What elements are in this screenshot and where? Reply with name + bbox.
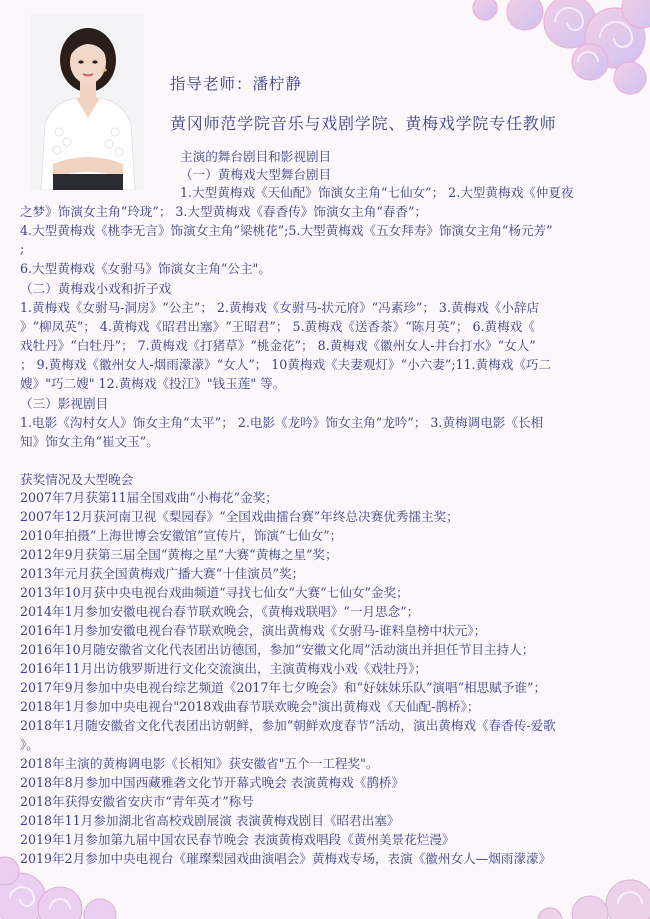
section3-line: 知》饰女主角“崔文玉”。 (20, 434, 159, 449)
award-line: 2018年获得安徽省安庆市“青年英才”称号 (20, 794, 254, 809)
award-line: 2012年9月获第三届全国“黄梅之星”大赛“黄梅之星”奖； (20, 547, 338, 562)
teacher-portrait (31, 14, 144, 190)
award-line: 2019年1月参加第九届中国农民春节晚会 表演黄梅戏唱段《黄州美景花烂漫》 (20, 832, 455, 847)
section2-heading: （二）黄梅戏小戏和折子戏 (20, 281, 172, 296)
cloud-decoration-top-right (270, 0, 650, 95)
portrait-illustration (31, 14, 144, 190)
award-line: 2013年10月获中央电视台戏曲频道“寻找七仙女”大赛“七仙女”金奖； (20, 585, 409, 600)
teacher-name: 指导老师：潘柠静 (170, 75, 303, 93)
section2-line: 戏牡丹》“白牡丹”； 7.黄梅戏《打猪草》“桃金花”； 8.黄梅戏《徽州女人-井台打水》“女人” (20, 338, 536, 353)
section1-line: ; (20, 241, 25, 256)
teacher-title: 黄冈师范学院音乐与戏剧学院、黄梅戏学院专任教师 (170, 114, 557, 133)
section2-line: ； 9.黄梅戏《徽州女人-烟雨濛濛》“女人”； 10黄梅戏《夫妻观灯》“小六妻”;11.黄梅戏《巧二 (20, 357, 552, 372)
award-line: 2019年2月参加中央电视台《璀璨梨园戏曲演唱会》黄梅戏专场，表演《徽州女人—烟雨濛濛》 (20, 851, 552, 866)
section3-line: 1.电影《沟村女人》饰女主角“太平”； 2.电影《龙吟》饰女主角“龙吟”； 3.黄梅调电影《长相 (20, 415, 544, 430)
section1-line: 6.大型黄梅戏《女驸马》饰演女主角“公主"。 (20, 261, 271, 276)
award-line: 2007年12月获河南卫视《梨园春》“全国戏曲擂台赛”年终总决赛优秀擂主奖； (20, 509, 459, 524)
award-line: 2018年8月参加中国西藏雅砻文化节开幕式晚会 表演黄梅戏《鹊桥》 (20, 775, 405, 790)
awards-heading: 获奖情况及大型晚会 (20, 472, 134, 487)
cloud-decoration-bottom-right (500, 864, 650, 919)
section2-line: 嫂》"巧二嫂" 12.黄梅戏《投江》"钱玉莲" 等。 (20, 376, 286, 391)
award-line: 2016年1月参加安徽电视台春节联欢晚会，演出黄梅戏《女驸马-谁料皇榜中状元》； (20, 623, 487, 638)
award-line: 》。 (20, 737, 39, 752)
award-line: 2017年9月参加中央电视台综艺频道《2017年七夕晚会》和“好妹妹乐队”演唱“相思赋予谁”； (20, 680, 547, 695)
award-line: 2007年7月获第11届全国戏曲“小梅花”金奖； (20, 490, 278, 505)
award-line: 2016年10月随安徽省文化代表团出访德国，参加“安徽文化周”活动演出并担任节目主持人； (20, 642, 535, 657)
award-line: 2014年1月参加安徽电视台春节联欢晚会，《黄梅戏联唱》“一月思念”； (20, 604, 420, 619)
section1-heading: （一）黄梅戏大型舞台剧目 (180, 167, 332, 182)
award-line: 2016年11月出访俄罗斯进行文化交流演出，主演黄梅戏小戏《戏牡丹》； (20, 661, 427, 676)
section1-line: 1.大型黄梅戏《天仙配》饰演女主角“七仙女”； 2.大型黄梅戏《仲夏夜 (180, 185, 574, 200)
award-line: 2018年1月参加中央电视台"2018戏曲春节联欢晚会"演出黄梅戏《天仙配-鹊桥》； (20, 699, 480, 714)
section2-line: 1.黄梅戏《女驸马-洞房》“公主”； 2.黄梅戏《女驸马-状元府》“冯素珍”； 3.黄梅戏《小辞店 (20, 300, 540, 315)
section3-heading: （三）影视剧目 (20, 396, 109, 411)
award-line: 2018年11月参加湖北省高校戏剧展演 表演黄梅戏剧目《昭君出塞》 (20, 813, 400, 828)
section1-line: 4.大型黄梅戏《桃李无言》饰演女主角“梁桃花”;5.大型黄梅戏《五女拜寿》饰演女主角“杨元芳” (20, 223, 553, 238)
section2-line: 》“柳凤英”； 4.黄梅戏《昭君出塞》“王昭君”； 5.黄梅戏《送香茶》“陈月英”； 6.黄梅戏《 (20, 319, 535, 334)
section1-line: 之梦》饰演女主角“玲珑”； 3.大型黄梅戏《春香传》饰演女主角“春香”； (20, 204, 427, 219)
award-line: 2018年1月随安徽省文化代表团出访朝鲜，参加“朝鲜欢度春节”活动，演出黄梅戏《春香传-爱歌 (20, 718, 556, 733)
repertoire-heading: 主演的舞台剧目和影视剧目 (180, 149, 332, 164)
award-line: 2013年元月获全国黄梅戏广播大赛“十佳演员”奖； (20, 566, 305, 581)
award-line: 2018年主演的黄梅调电影《长相知》获安徽省"五个一工程奖"。 (20, 756, 379, 771)
award-line: 2010年拍摄“上海世博会安徽馆”宣传片，饰演“七仙女”； (20, 528, 343, 543)
